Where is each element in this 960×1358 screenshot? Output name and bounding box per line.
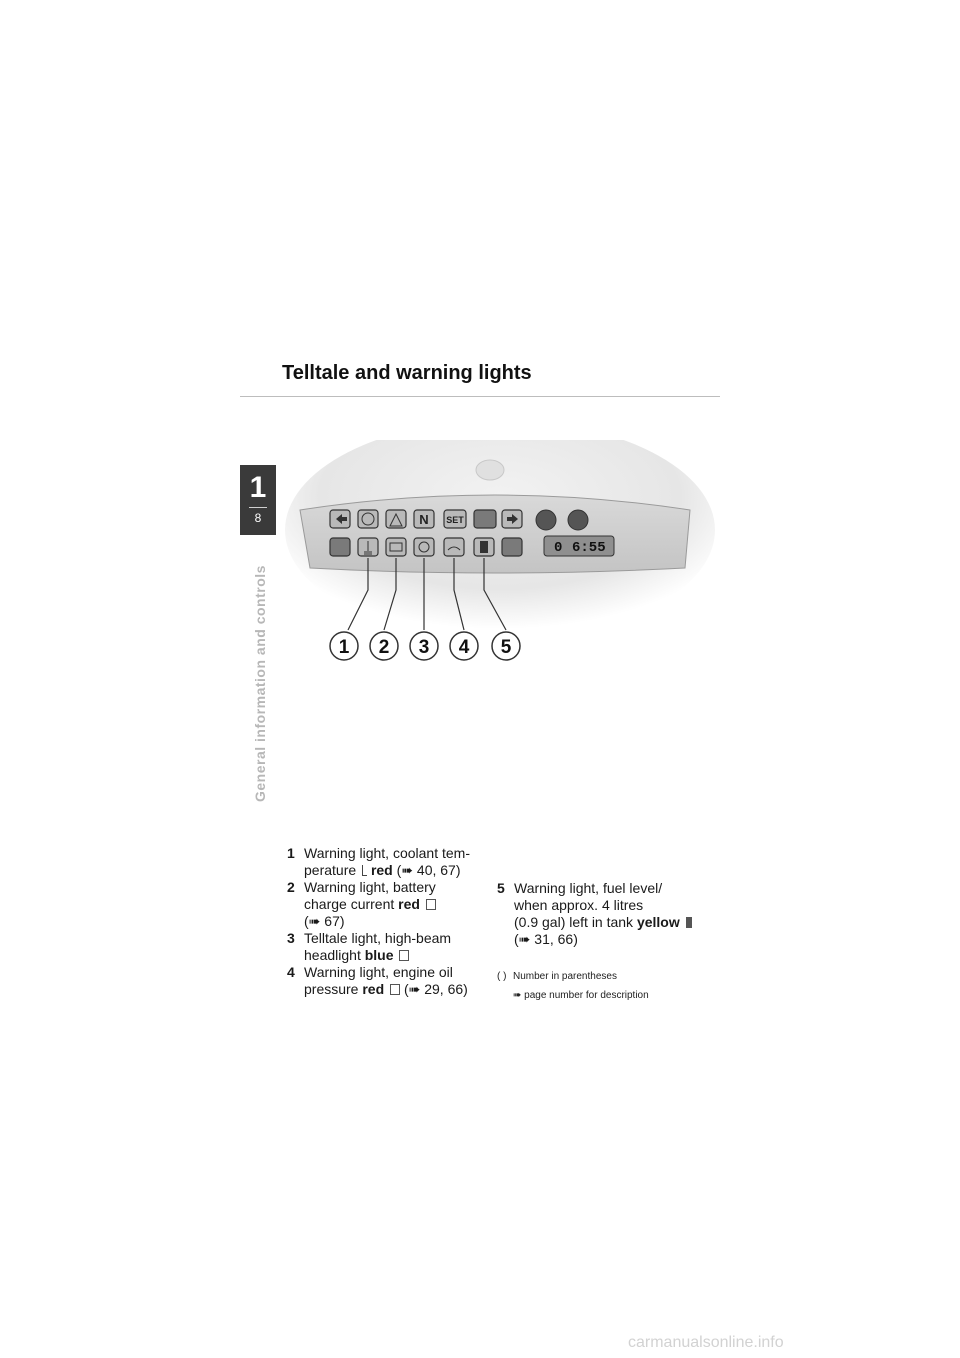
battery-icon bbox=[426, 899, 436, 910]
lcd-time: 6:55 bbox=[572, 540, 606, 556]
legend-item-3: 3 Telltale light, high-beam headlight blue bbox=[287, 930, 452, 963]
parentheses-note bbox=[497, 970, 707, 1008]
high-beam-icon bbox=[414, 538, 434, 556]
telltale-panel bbox=[300, 495, 690, 573]
callout-1: 1 bbox=[338, 637, 350, 658]
chapter-number: 1 bbox=[249, 471, 267, 504]
watermark: carmanualsonline.info bbox=[628, 1334, 784, 1351]
neutral-label: N bbox=[419, 512, 429, 527]
knob-left-icon bbox=[536, 510, 556, 530]
battery-charge-icon bbox=[386, 538, 406, 556]
set-label: SET bbox=[446, 515, 464, 525]
note-row-arrow: ➠ page number for description bbox=[513, 990, 649, 1001]
bottom-row-indicators bbox=[330, 538, 522, 556]
instrument-cluster-figure bbox=[280, 440, 720, 705]
callout-2: 2 bbox=[378, 637, 390, 658]
section-label: General information and controls bbox=[252, 565, 268, 802]
title-divider bbox=[240, 396, 720, 397]
knob-right-icon bbox=[568, 510, 588, 530]
legend-item-2: 2 Warning light, battery charge current red (➠ 67) bbox=[287, 879, 436, 929]
note-row-parentheses: ( ) Number in parentheses bbox=[497, 971, 617, 982]
page-title: Telltale and warning lights bbox=[282, 362, 532, 384]
callout-5: 5 bbox=[500, 637, 512, 658]
oil-can-icon bbox=[390, 984, 400, 995]
legend-left-column bbox=[287, 845, 487, 998]
chapter-tab bbox=[240, 465, 276, 535]
chapter-divider bbox=[249, 507, 267, 508]
callout-4: 4 bbox=[458, 637, 470, 658]
legend-item-1: 1 Warning light, coolant tem- perature red (➠ 40, 67) bbox=[287, 845, 470, 878]
legend-item-4: 4 Warning light, engine oil pressure red (➠ 29, 66) bbox=[287, 964, 468, 997]
high-beam-icon bbox=[399, 950, 409, 961]
thermometer-icon bbox=[362, 865, 367, 876]
lcd-gear: 0 bbox=[554, 540, 563, 556]
page-number: 8 bbox=[254, 511, 262, 525]
fuel-pump-icon bbox=[686, 917, 692, 928]
general-warning-icon bbox=[386, 510, 406, 528]
blank-lamp-icon bbox=[474, 510, 496, 528]
callout-3: 3 bbox=[418, 637, 430, 658]
legend-item-5: 5 Warning light, fuel level/ when approx. 4 litres (0.9 gal) left in tank yellow (➠ 31, 66) bbox=[497, 880, 702, 948]
legend-right-column bbox=[497, 880, 702, 948]
